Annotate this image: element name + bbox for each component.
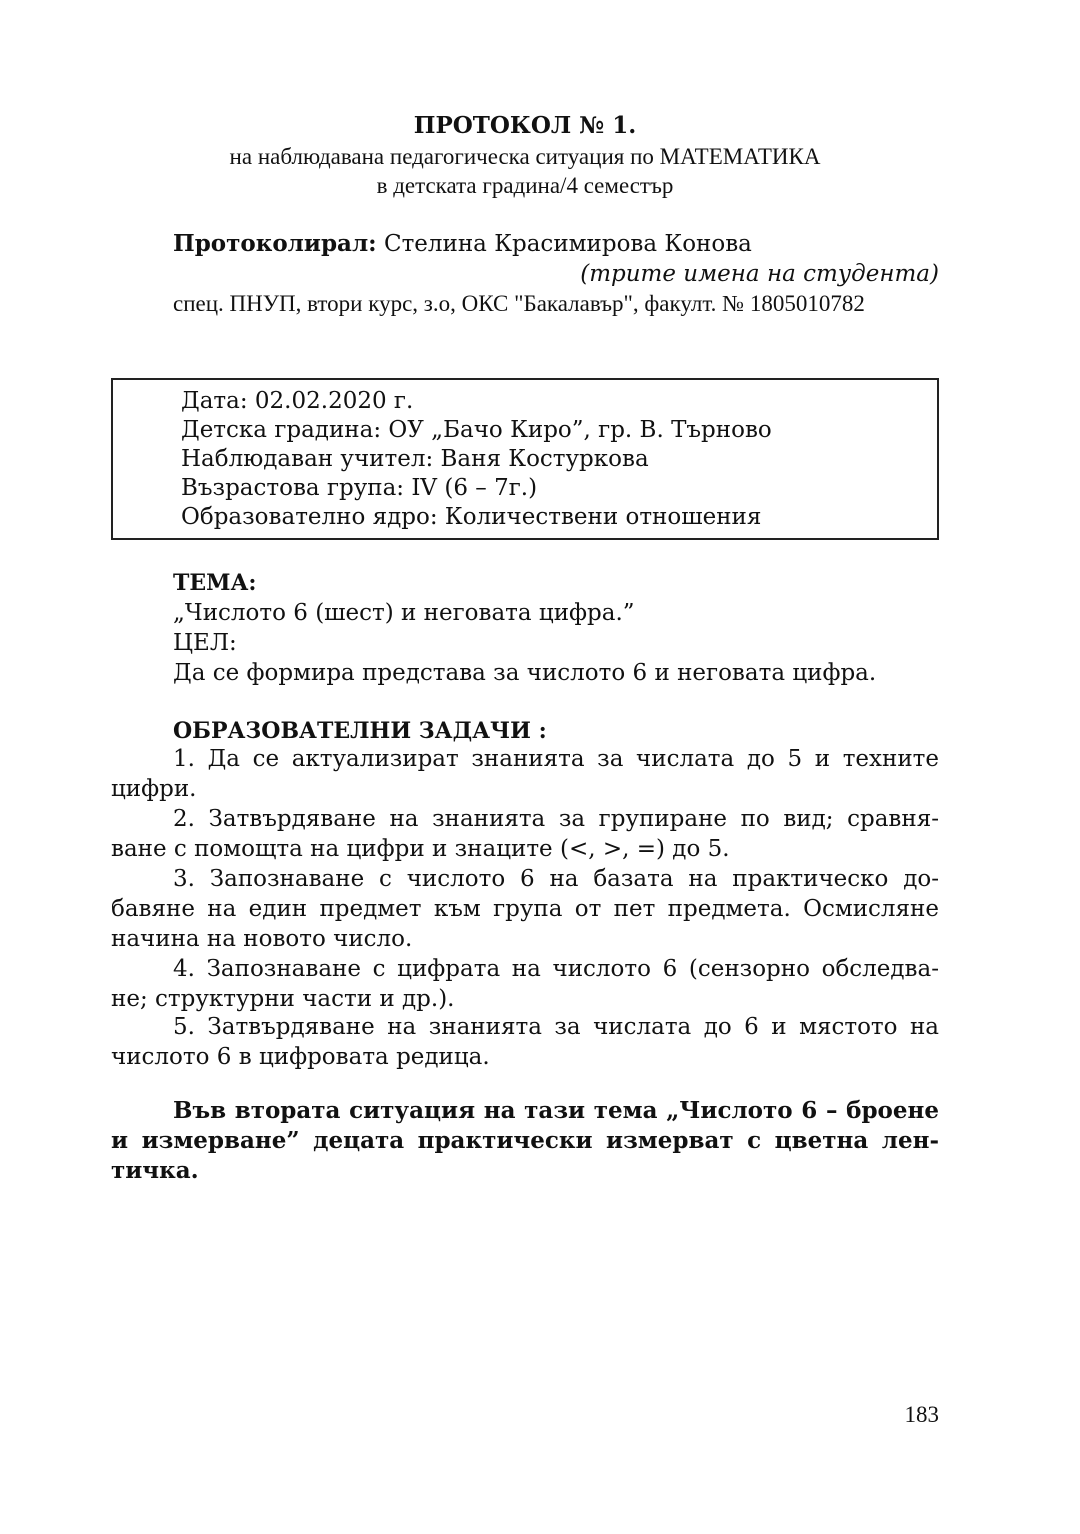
task-item-2: 2. Затвърдяване на знанията за групиране по вид; сравня-ване с помощта на цифри и знаците (<, >, =) до 5. (111, 806, 939, 862)
info-kindergarten: Детска градина: ОУ „Бачо Киро”, гр. В. Търново (181, 417, 772, 443)
registrar-line (173, 229, 752, 259)
task-item-4: 4. Запознаване с цифрата на числото 6 (сензорно обследва-не; структурни части и др.). (111, 956, 939, 1012)
subtitle-line-1: на наблюдавана педагогическа ситуация по МАТЕМАТИКА (229, 144, 821, 169)
subtitle-line-2: в детската градина/4 семестър (376, 173, 674, 198)
topic-text: „Числото 6 (шест) и неговата цифра.” (173, 600, 635, 626)
protocol-title: ПРОТОКОЛ № 1. (413, 112, 637, 139)
page-number: 183 (904, 1402, 939, 1427)
protocol-subtitle (111, 142, 939, 200)
info-box (111, 378, 939, 540)
info-core: Образователно ядро: Количествени отношения (181, 504, 762, 530)
registrar-name: Стелина Красимирова Конова (383, 231, 752, 257)
registrar-hint: (трите имена на студента) (580, 261, 939, 287)
tasks-heading: ОБРАЗОВАТЕЛНИ ЗАДАЧИ : (173, 718, 547, 744)
topic-heading: ТЕМА: (173, 570, 257, 596)
goal-text: Да се формира представа за числото 6 и неговата цифра. (173, 660, 877, 686)
task-item-3: 3. Запознаване с числото 6 на базата на практическо до-бавяне на един предмет към група от пет предмета. Осмисляне начина на новото число. (111, 866, 939, 952)
closing-paragraph: Във втората ситуация на тази тема „Числото 6 – броене и измерване” децата практически измерват с цветна лен-тичка. (111, 1097, 939, 1184)
student-specialty: спец. ПНУП, втори курс, з.о, ОКС "Бакалавър", факулт. № 1805010782 (173, 291, 865, 316)
info-age-group: Възрастова група: IV (6 – 7г.) (181, 475, 538, 501)
goal-label: ЦЕЛ: (173, 630, 237, 656)
registrar-label: Протоколирал: (173, 230, 377, 257)
info-date: Дата: 02.02.2020 г. (181, 388, 414, 414)
document-page (111, 0, 939, 1534)
info-teacher: Наблюдаван учител: Ваня Костуркова (181, 446, 649, 472)
task-item-1: 1. Да се актуализират знанията за числата до 5 и техните цифри. (111, 746, 939, 802)
task-item-5: 5. Затвърдяване на знанията за числата до 6 и мястото на числото 6 в цифровата редица. (111, 1014, 939, 1070)
